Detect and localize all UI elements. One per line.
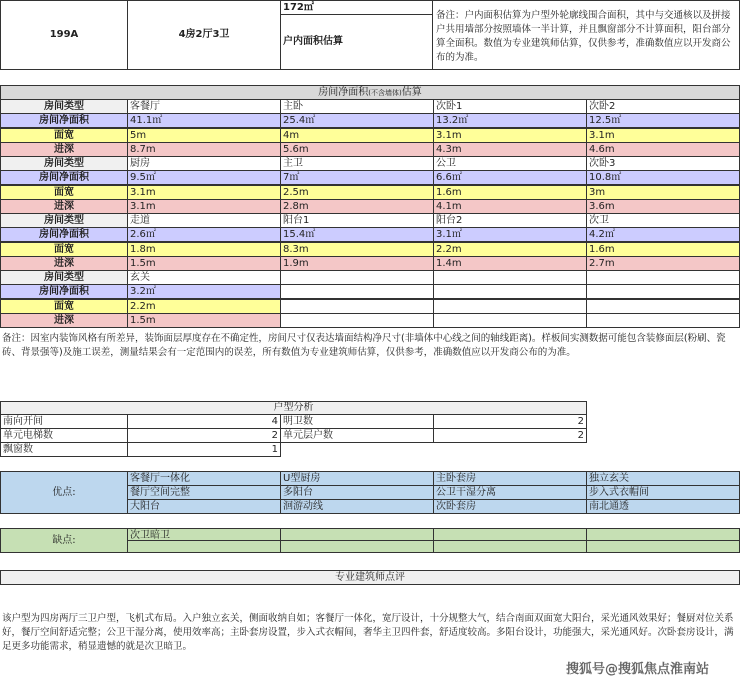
room-depth-cell: 2.8m <box>280 199 434 214</box>
room-width-cell: 3m <box>586 185 740 200</box>
row-label-depth: 进深 <box>0 313 128 328</box>
row-label-width: 面宽 <box>0 242 128 257</box>
room-name-cell: 次卫 <box>586 213 740 228</box>
row-label-width: 面宽 <box>0 185 128 200</box>
row-label-width: 面宽 <box>0 299 128 314</box>
layout-type: 4房2厅3卫 <box>127 0 281 70</box>
pro-item: 南北通透 <box>586 499 740 514</box>
pro-item: 客餐厅一体化 <box>127 471 281 486</box>
pro-item: 大阳台 <box>127 499 281 514</box>
row-label-depth: 进深 <box>0 142 128 157</box>
room-depth-cell: 5.6m <box>280 142 434 157</box>
area-note: 备注：户内面积估算为户型外轮廓线围合面积，其中与交通核以及拼接户共用墙部分按照墙体一半计算，并且飘窗部分不计算面积，阳台部分算全面积。数值为专业建筑师估算，仅供参考，准确数值应以开发商公布的为准。 <box>432 0 740 70</box>
unit-number: 199A <box>0 0 128 70</box>
room-name-cell: 阳台2 <box>433 213 587 228</box>
room-area-cell: 4.2㎡ <box>586 227 740 242</box>
room-depth-cell: 3.1m <box>127 199 281 214</box>
room-width-cell: 1.6m <box>586 242 740 257</box>
row-label-width: 面宽 <box>0 128 128 143</box>
con-empty-cell <box>586 540 740 553</box>
row-label-depth: 进深 <box>0 199 128 214</box>
pro-item: 主卧套房 <box>433 471 587 486</box>
row-label-type: 房间类型 <box>0 213 128 228</box>
room-area-cell: 3.2㎡ <box>127 284 281 299</box>
room-width-cell: 8.3m <box>280 242 434 257</box>
room-area-cell: 6.6㎡ <box>433 170 587 185</box>
pro-item: 洄游动线 <box>280 499 434 514</box>
row-label-type: 房间类型 <box>0 270 128 285</box>
room-area-cell <box>586 284 740 299</box>
row-label-type: 房间类型 <box>0 156 128 171</box>
analysis-key: 明卫数 <box>280 414 434 429</box>
pro-item: U型厨房 <box>280 471 434 486</box>
room-area-cell: 12.5㎡ <box>586 113 740 128</box>
room-depth-cell: 2.7m <box>586 256 740 271</box>
room-area-cell <box>280 284 434 299</box>
analysis-value: 4 <box>127 414 281 429</box>
room-area-cell: 13.2㎡ <box>433 113 587 128</box>
review-text: 该户型为四房两厅三卫户型，飞机式布局。入户独立玄关，侧面收纳自如；客餐厅一体化，宽厅设计，十分规整大气，结合南面双面宽大阳台，采光通风效果好；餐厨对位关系好，餐厅空间舒适完整；公卫干湿分离，使用效率高；主卧套房设置，步入式衣帽间，奢华主卫四件套，舒适度较高。多阳台设计，功能强大，采光通风好。次卧套房设计，满足更多功能需求，稍显遗憾的就是次卫暗卫。 <box>2 613 734 652</box>
analysis-key: 南向开间 <box>0 414 128 429</box>
pro-item: 独立玄关 <box>586 471 740 486</box>
room-depth-cell: 1.5m <box>127 313 281 328</box>
room-name-cell: 主卧 <box>280 99 434 114</box>
room-name-cell: 次卧3 <box>586 156 740 171</box>
pro-item: 餐厅空间完整 <box>127 485 281 500</box>
room-width-cell: 3.1m <box>586 128 740 143</box>
room-name-cell: 玄关 <box>127 270 281 285</box>
room-table-title: 房间净面积(不含墙体)估算 <box>0 85 740 100</box>
room-name-cell <box>280 270 434 285</box>
area-value: 172㎡ <box>280 0 433 15</box>
analysis-value: 2 <box>433 428 587 443</box>
room-area-cell: 2.6㎡ <box>127 227 281 242</box>
pro-item: 步入式衣帽间 <box>586 485 740 500</box>
room-area-cell: 3.1㎡ <box>433 227 587 242</box>
room-depth-cell <box>433 313 587 328</box>
room-width-cell: 4m <box>280 128 434 143</box>
row-label-depth: 进深 <box>0 256 128 271</box>
room-depth-cell: 1.9m <box>280 256 434 271</box>
room-width-cell: 5m <box>127 128 281 143</box>
cons-label: 缺点: <box>0 528 128 553</box>
room-depth-cell: 4.1m <box>433 199 587 214</box>
pro-item: 公卫干湿分离 <box>433 485 587 500</box>
analysis-value: 1 <box>127 442 281 457</box>
con-item: 次卫暗卫 <box>127 528 281 541</box>
room-depth-cell: 4.3m <box>433 142 587 157</box>
room-name-cell: 主卫 <box>280 156 434 171</box>
con-empty-cell <box>280 540 434 553</box>
analysis-key: 单元电梯数 <box>0 428 128 443</box>
room-depth-cell: 8.7m <box>127 142 281 157</box>
con-empty-cell <box>127 540 281 553</box>
room-width-cell: 2.2m <box>127 299 281 314</box>
room-name-cell: 公卫 <box>433 156 587 171</box>
analysis-key: 飘窗数 <box>0 442 128 457</box>
room-depth-cell: 1.4m <box>433 256 587 271</box>
pro-item: 多阳台 <box>280 485 434 500</box>
room-name-cell: 阳台1 <box>280 213 434 228</box>
review-title: 专业建筑师点评 <box>0 570 740 585</box>
analysis-title: 户型分析 <box>0 401 587 415</box>
row-label-area: 房间净面积 <box>0 284 128 299</box>
room-area-cell: 9.5㎡ <box>127 170 281 185</box>
room-width-cell: 1.6m <box>433 185 587 200</box>
room-name-cell: 次卧2 <box>586 99 740 114</box>
room-depth-cell: 1.5m <box>127 256 281 271</box>
room-name-cell: 客餐厅 <box>127 99 281 114</box>
room-name-cell <box>433 270 587 285</box>
room-name-cell: 次卧1 <box>433 99 587 114</box>
row-label-area: 房间净面积 <box>0 227 128 242</box>
room-area-cell: 25.4㎡ <box>280 113 434 128</box>
room-area-cell: 41.1㎡ <box>127 113 281 128</box>
room-area-cell: 15.4㎡ <box>280 227 434 242</box>
area-label: 户内面积估算 <box>280 14 433 70</box>
watermark: 搜狐号@搜狐焦点淮南站 <box>566 662 710 677</box>
row-label-area: 房间净面积 <box>0 113 128 128</box>
room-area-cell <box>433 284 587 299</box>
room-depth-cell <box>586 313 740 328</box>
room-table-note: 备注：因室内装饰风格有所差异，装饰面层厚度存在不确定性，房间尺寸仅表达墙面结构净尺寸(非墙体中心线之间的轴线距离)。样板间实测数据可能包含装修面层(粉刷、瓷砖、背景强等)及施工误差，测量结果会有一定范围内的误差，所有数值为专业建筑师估算，仅供参考，准确数值应以开发商公布的为准。 <box>2 333 726 358</box>
room-depth-cell <box>280 313 434 328</box>
row-label-type: 房间类型 <box>0 99 128 114</box>
room-width-cell <box>586 299 740 314</box>
room-width-cell: 2.2m <box>433 242 587 257</box>
room-width-cell: 2.5m <box>280 185 434 200</box>
room-width-cell: 1.8m <box>127 242 281 257</box>
room-area-cell: 7㎡ <box>280 170 434 185</box>
room-width-cell <box>280 299 434 314</box>
room-width-cell: 3.1m <box>433 128 587 143</box>
room-width-cell: 3.1m <box>127 185 281 200</box>
row-label-area: 房间净面积 <box>0 170 128 185</box>
analysis-value: 2 <box>127 428 281 443</box>
room-width-cell <box>433 299 587 314</box>
pros-label: 优点: <box>0 471 128 514</box>
room-name-cell <box>586 270 740 285</box>
pro-item: 次卧套房 <box>433 499 587 514</box>
room-name-cell: 厨房 <box>127 156 281 171</box>
room-depth-cell: 3.6m <box>586 199 740 214</box>
analysis-key: 单元层户数 <box>280 428 434 443</box>
room-area-cell: 10.8㎡ <box>586 170 740 185</box>
con-empty-cell <box>433 540 587 553</box>
room-depth-cell: 4.6m <box>586 142 740 157</box>
analysis-value: 2 <box>433 414 587 429</box>
room-name-cell: 走道 <box>127 213 281 228</box>
